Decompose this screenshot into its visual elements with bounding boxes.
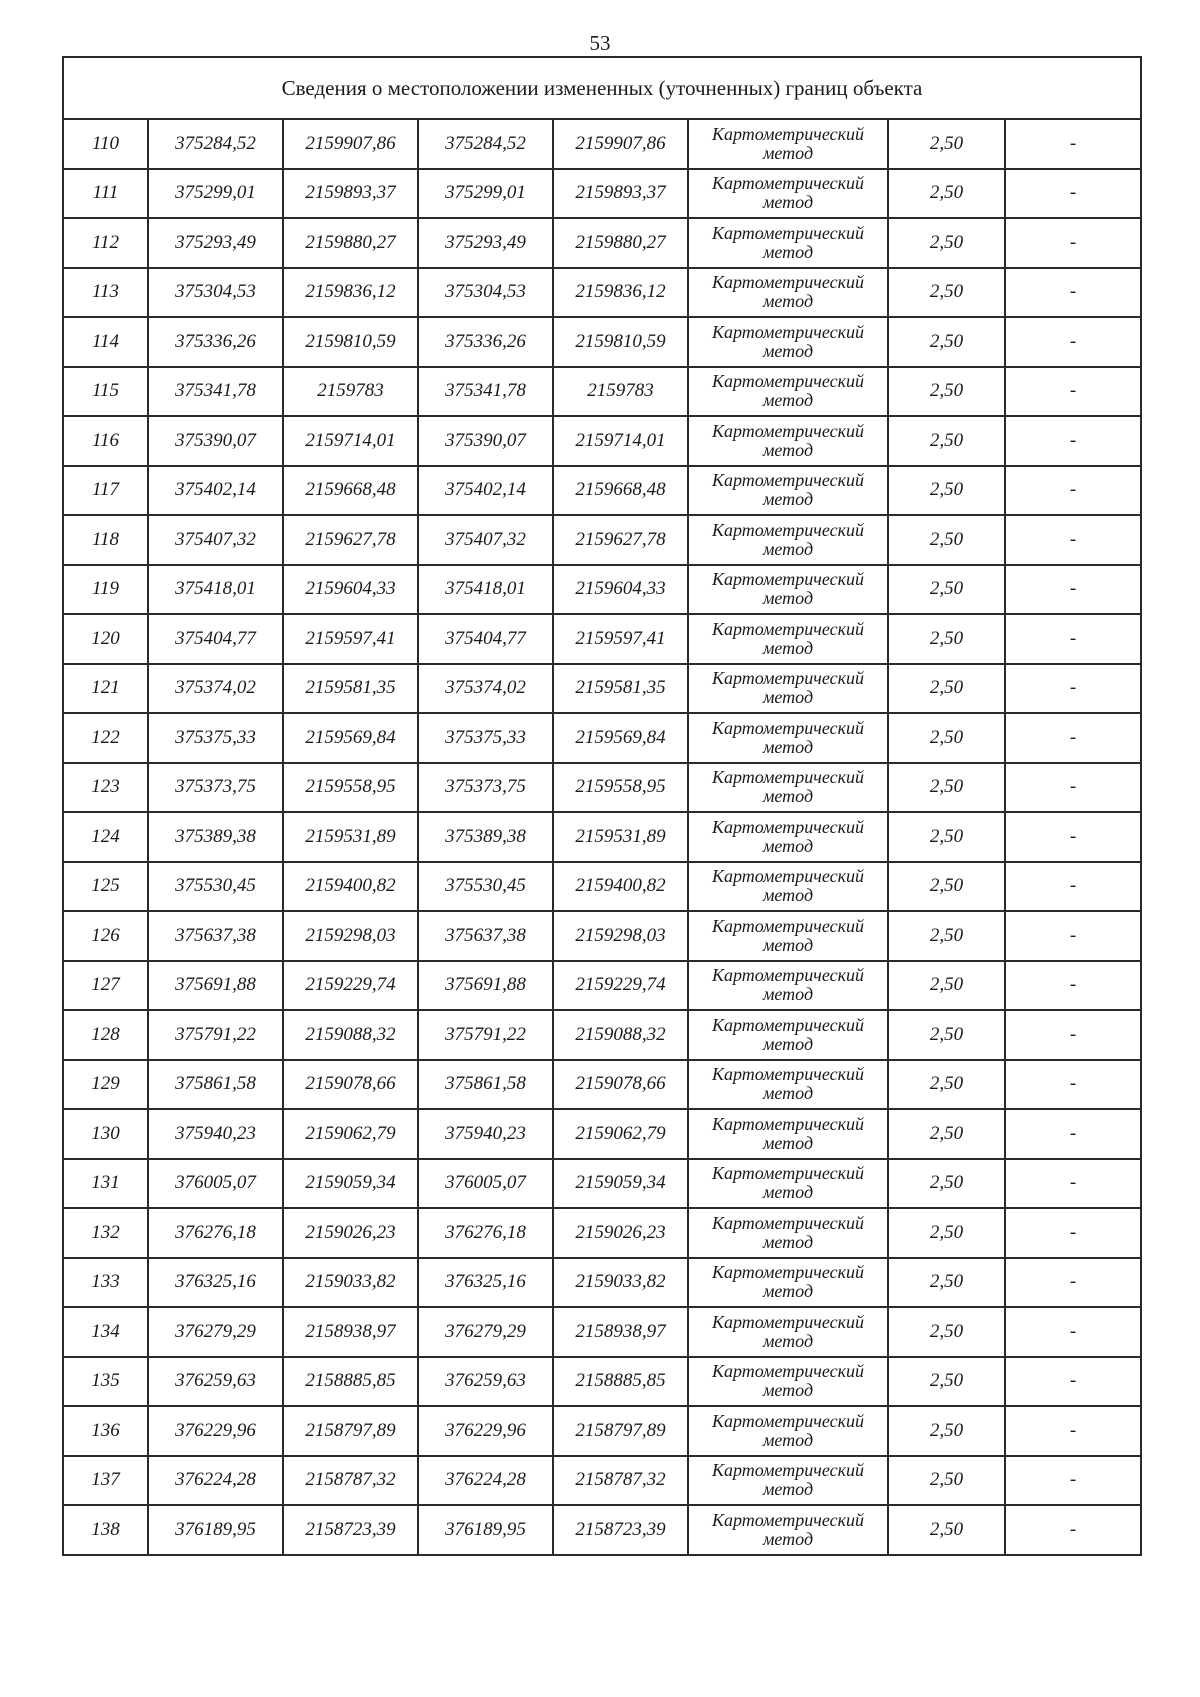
table-row: [63, 119, 1141, 169]
refined-x-cell: 375374,02: [418, 664, 553, 714]
table-row: [63, 1505, 1141, 1555]
point-number-cell: 129: [63, 1060, 148, 1110]
table-row: [63, 515, 1141, 565]
note-cell: -: [1005, 1307, 1141, 1357]
existing-y-cell: 2159062,79: [283, 1109, 418, 1159]
existing-y-cell: 2159229,74: [283, 961, 418, 1011]
existing-x-cell: 375374,02: [148, 664, 283, 714]
refined-y-cell: 2159033,82: [553, 1258, 688, 1308]
table-row: [63, 565, 1141, 615]
point-number-cell: 131: [63, 1159, 148, 1209]
point-number-cell: 137: [63, 1456, 148, 1506]
note-cell: -: [1005, 1258, 1141, 1308]
table-row: [63, 1109, 1141, 1159]
refined-y-cell: 2158723,39: [553, 1505, 688, 1555]
table-row: [63, 763, 1141, 813]
existing-x-cell: 376005,07: [148, 1159, 283, 1209]
note-cell: -: [1005, 911, 1141, 961]
existing-x-cell: 376325,16: [148, 1258, 283, 1308]
existing-x-cell: 375336,26: [148, 317, 283, 367]
method-cell: Картометрический метод: [688, 1406, 888, 1456]
accuracy-cell: 2,50: [888, 1456, 1005, 1506]
point-number-cell: 135: [63, 1357, 148, 1407]
existing-x-cell: 375791,22: [148, 1010, 283, 1060]
note-cell: -: [1005, 713, 1141, 763]
point-number-cell: 138: [63, 1505, 148, 1555]
method-cell: Картометрический метод: [688, 317, 888, 367]
existing-x-cell: 376259,63: [148, 1357, 283, 1407]
refined-x-cell: 375304,53: [418, 268, 553, 318]
refined-y-cell: 2159668,48: [553, 466, 688, 516]
existing-x-cell: 375530,45: [148, 862, 283, 912]
existing-y-cell: 2159558,95: [283, 763, 418, 813]
table-row: [63, 1010, 1141, 1060]
table-body: [63, 119, 1141, 1555]
note-cell: -: [1005, 1357, 1141, 1407]
refined-y-cell: 2158797,89: [553, 1406, 688, 1456]
accuracy-cell: 2,50: [888, 812, 1005, 862]
point-number-cell: 112: [63, 218, 148, 268]
refined-x-cell: 375530,45: [418, 862, 553, 912]
note-cell: -: [1005, 317, 1141, 367]
existing-y-cell: 2159714,01: [283, 416, 418, 466]
method-cell: Картометрический метод: [688, 565, 888, 615]
table-row: [63, 1159, 1141, 1209]
existing-x-cell: 375861,58: [148, 1060, 283, 1110]
method-cell: Картометрический метод: [688, 1357, 888, 1407]
accuracy-cell: 2,50: [888, 1406, 1005, 1456]
existing-x-cell: 375375,33: [148, 713, 283, 763]
existing-y-cell: 2159298,03: [283, 911, 418, 961]
note-cell: -: [1005, 862, 1141, 912]
existing-x-cell: 375373,75: [148, 763, 283, 813]
existing-y-cell: 2159581,35: [283, 664, 418, 714]
refined-y-cell: 2159059,34: [553, 1159, 688, 1209]
note-cell: -: [1005, 119, 1141, 169]
existing-y-cell: 2159627,78: [283, 515, 418, 565]
method-cell: Картометрический метод: [688, 416, 888, 466]
point-number-cell: 136: [63, 1406, 148, 1456]
refined-y-cell: 2159597,41: [553, 614, 688, 664]
method-cell: Картометрический метод: [688, 614, 888, 664]
existing-x-cell: 375407,32: [148, 515, 283, 565]
table-row: [63, 1307, 1141, 1357]
refined-x-cell: 376276,18: [418, 1208, 553, 1258]
method-cell: Картометрический метод: [688, 466, 888, 516]
refined-x-cell: 376224,28: [418, 1456, 553, 1506]
table-row: [63, 812, 1141, 862]
table-row: [63, 218, 1141, 268]
refined-x-cell: 375940,23: [418, 1109, 553, 1159]
point-number-cell: 121: [63, 664, 148, 714]
refined-y-cell: 2159627,78: [553, 515, 688, 565]
accuracy-cell: 2,50: [888, 416, 1005, 466]
refined-x-cell: 376279,29: [418, 1307, 553, 1357]
existing-y-cell: 2159597,41: [283, 614, 418, 664]
method-cell: Картометрический метод: [688, 1307, 888, 1357]
method-cell: Картометрический метод: [688, 367, 888, 417]
refined-y-cell: 2159880,27: [553, 218, 688, 268]
accuracy-cell: 2,50: [888, 961, 1005, 1011]
existing-x-cell: 375418,01: [148, 565, 283, 615]
refined-x-cell: 375402,14: [418, 466, 553, 516]
point-number-cell: 133: [63, 1258, 148, 1308]
note-cell: -: [1005, 1010, 1141, 1060]
table-row: [63, 169, 1141, 219]
accuracy-cell: 2,50: [888, 911, 1005, 961]
refined-x-cell: 375293,49: [418, 218, 553, 268]
note-cell: -: [1005, 1505, 1141, 1555]
existing-x-cell: 376276,18: [148, 1208, 283, 1258]
refined-x-cell: 375404,77: [418, 614, 553, 664]
method-cell: Картометрический метод: [688, 119, 888, 169]
method-cell: Картометрический метод: [688, 713, 888, 763]
note-cell: -: [1005, 1456, 1141, 1506]
refined-x-cell: 376325,16: [418, 1258, 553, 1308]
existing-y-cell: 2159033,82: [283, 1258, 418, 1308]
refined-y-cell: 2159229,74: [553, 961, 688, 1011]
point-number-cell: 111: [63, 169, 148, 219]
note-cell: -: [1005, 565, 1141, 615]
existing-y-cell: 2159907,86: [283, 119, 418, 169]
table-row: [63, 1357, 1141, 1407]
point-number-cell: 128: [63, 1010, 148, 1060]
accuracy-cell: 2,50: [888, 1109, 1005, 1159]
accuracy-cell: 2,50: [888, 169, 1005, 219]
existing-y-cell: 2159783: [283, 367, 418, 417]
point-number-cell: 114: [63, 317, 148, 367]
refined-x-cell: 375390,07: [418, 416, 553, 466]
note-cell: -: [1005, 1060, 1141, 1110]
refined-y-cell: 2159604,33: [553, 565, 688, 615]
note-cell: -: [1005, 367, 1141, 417]
refined-y-cell: 2159558,95: [553, 763, 688, 813]
method-cell: Картометрический метод: [688, 1010, 888, 1060]
existing-y-cell: 2159836,12: [283, 268, 418, 318]
existing-x-cell: 375293,49: [148, 218, 283, 268]
refined-y-cell: 2159581,35: [553, 664, 688, 714]
refined-x-cell: 375407,32: [418, 515, 553, 565]
existing-x-cell: 376229,96: [148, 1406, 283, 1456]
refined-x-cell: 376189,95: [418, 1505, 553, 1555]
point-number-cell: 130: [63, 1109, 148, 1159]
existing-x-cell: 375402,14: [148, 466, 283, 516]
refined-x-cell: 375637,38: [418, 911, 553, 961]
accuracy-cell: 2,50: [888, 466, 1005, 516]
boundary-coordinates-table: [62, 56, 1142, 1556]
refined-y-cell: 2159298,03: [553, 911, 688, 961]
refined-y-cell: 2159783: [553, 367, 688, 417]
method-cell: Картометрический метод: [688, 961, 888, 1011]
refined-y-cell: 2158938,97: [553, 1307, 688, 1357]
table-row: [63, 466, 1141, 516]
refined-y-cell: 2158787,32: [553, 1456, 688, 1506]
method-cell: Картометрический метод: [688, 218, 888, 268]
accuracy-cell: 2,50: [888, 664, 1005, 714]
refined-y-cell: 2159893,37: [553, 169, 688, 219]
accuracy-cell: 2,50: [888, 317, 1005, 367]
existing-x-cell: 375341,78: [148, 367, 283, 417]
refined-x-cell: 375341,78: [418, 367, 553, 417]
existing-y-cell: 2158885,85: [283, 1357, 418, 1407]
point-number-cell: 126: [63, 911, 148, 961]
point-number-cell: 134: [63, 1307, 148, 1357]
table-row: [63, 268, 1141, 318]
point-number-cell: 122: [63, 713, 148, 763]
table-row: [63, 1456, 1141, 1506]
refined-x-cell: 375861,58: [418, 1060, 553, 1110]
accuracy-cell: 2,50: [888, 1060, 1005, 1110]
page-number: 53: [589, 31, 611, 55]
refined-x-cell: 375284,52: [418, 119, 553, 169]
accuracy-cell: 2,50: [888, 268, 1005, 318]
note-cell: -: [1005, 466, 1141, 516]
refined-x-cell: 375375,33: [418, 713, 553, 763]
method-cell: Картометрический метод: [688, 1060, 888, 1110]
accuracy-cell: 2,50: [888, 862, 1005, 912]
refined-y-cell: 2159400,82: [553, 862, 688, 912]
point-number-cell: 123: [63, 763, 148, 813]
table-row: [63, 664, 1141, 714]
point-number-cell: 127: [63, 961, 148, 1011]
method-cell: Картометрический метод: [688, 1208, 888, 1258]
refined-x-cell: 375418,01: [418, 565, 553, 615]
refined-x-cell: 376259,63: [418, 1357, 553, 1407]
existing-y-cell: 2159569,84: [283, 713, 418, 763]
point-number-cell: 116: [63, 416, 148, 466]
table-title: Сведения о местоположении измененных (уточненных) границ объекта: [63, 57, 1141, 119]
note-cell: -: [1005, 1109, 1141, 1159]
point-number-cell: 113: [63, 268, 148, 318]
accuracy-cell: 2,50: [888, 614, 1005, 664]
table-row: [63, 862, 1141, 912]
note-cell: -: [1005, 268, 1141, 318]
note-cell: -: [1005, 614, 1141, 664]
existing-y-cell: 2159893,37: [283, 169, 418, 219]
existing-y-cell: 2158723,39: [283, 1505, 418, 1555]
table-row: [63, 1060, 1141, 1110]
method-cell: Картометрический метод: [688, 812, 888, 862]
refined-y-cell: 2159026,23: [553, 1208, 688, 1258]
accuracy-cell: 2,50: [888, 1505, 1005, 1555]
refined-y-cell: 2159714,01: [553, 416, 688, 466]
existing-y-cell: 2159088,32: [283, 1010, 418, 1060]
accuracy-cell: 2,50: [888, 1208, 1005, 1258]
table-row: [63, 367, 1141, 417]
note-cell: -: [1005, 515, 1141, 565]
existing-y-cell: 2158797,89: [283, 1406, 418, 1456]
note-cell: -: [1005, 1208, 1141, 1258]
existing-y-cell: 2159604,33: [283, 565, 418, 615]
point-number-cell: 117: [63, 466, 148, 516]
refined-x-cell: 375691,88: [418, 961, 553, 1011]
refined-y-cell: 2159907,86: [553, 119, 688, 169]
accuracy-cell: 2,50: [888, 565, 1005, 615]
refined-x-cell: 376005,07: [418, 1159, 553, 1209]
accuracy-cell: 2,50: [888, 1258, 1005, 1308]
note-cell: -: [1005, 961, 1141, 1011]
refined-y-cell: 2159062,79: [553, 1109, 688, 1159]
note-cell: -: [1005, 169, 1141, 219]
note-cell: -: [1005, 218, 1141, 268]
method-cell: Картометрический метод: [688, 911, 888, 961]
accuracy-cell: 2,50: [888, 763, 1005, 813]
refined-x-cell: 375791,22: [418, 1010, 553, 1060]
refined-x-cell: 376229,96: [418, 1406, 553, 1456]
note-cell: -: [1005, 416, 1141, 466]
accuracy-cell: 2,50: [888, 1159, 1005, 1209]
note-cell: -: [1005, 812, 1141, 862]
accuracy-cell: 2,50: [888, 1010, 1005, 1060]
method-cell: Картометрический метод: [688, 664, 888, 714]
point-number-cell: 120: [63, 614, 148, 664]
method-cell: Картометрический метод: [688, 1159, 888, 1209]
accuracy-cell: 2,50: [888, 1307, 1005, 1357]
existing-x-cell: 376224,28: [148, 1456, 283, 1506]
method-cell: Картометрический метод: [688, 169, 888, 219]
existing-y-cell: 2159400,82: [283, 862, 418, 912]
refined-y-cell: 2159569,84: [553, 713, 688, 763]
method-cell: Картометрический метод: [688, 862, 888, 912]
existing-y-cell: 2159026,23: [283, 1208, 418, 1258]
refined-x-cell: 375389,38: [418, 812, 553, 862]
refined-y-cell: 2159088,32: [553, 1010, 688, 1060]
existing-y-cell: 2159059,34: [283, 1159, 418, 1209]
existing-x-cell: 375299,01: [148, 169, 283, 219]
point-number-cell: 124: [63, 812, 148, 862]
accuracy-cell: 2,50: [888, 218, 1005, 268]
accuracy-cell: 2,50: [888, 713, 1005, 763]
table-row: [63, 713, 1141, 763]
refined-y-cell: 2159836,12: [553, 268, 688, 318]
refined-y-cell: 2159810,59: [553, 317, 688, 367]
point-number-cell: 125: [63, 862, 148, 912]
accuracy-cell: 2,50: [888, 367, 1005, 417]
table-row: [63, 614, 1141, 664]
existing-x-cell: 376279,29: [148, 1307, 283, 1357]
existing-x-cell: 375691,88: [148, 961, 283, 1011]
table-row: [63, 1258, 1141, 1308]
existing-y-cell: 2159078,66: [283, 1060, 418, 1110]
table-row: [63, 416, 1141, 466]
existing-x-cell: 375404,77: [148, 614, 283, 664]
method-cell: Картометрический метод: [688, 763, 888, 813]
point-number-cell: 110: [63, 119, 148, 169]
table-row: [63, 1208, 1141, 1258]
refined-y-cell: 2158885,85: [553, 1357, 688, 1407]
point-number-cell: 115: [63, 367, 148, 417]
method-cell: Картометрический метод: [688, 1258, 888, 1308]
refined-x-cell: 375336,26: [418, 317, 553, 367]
note-cell: -: [1005, 1159, 1141, 1209]
existing-x-cell: 375637,38: [148, 911, 283, 961]
existing-y-cell: 2159531,89: [283, 812, 418, 862]
refined-y-cell: 2159531,89: [553, 812, 688, 862]
refined-x-cell: 375373,75: [418, 763, 553, 813]
refined-y-cell: 2159078,66: [553, 1060, 688, 1110]
table-title-row: [63, 57, 1141, 119]
existing-x-cell: 376189,95: [148, 1505, 283, 1555]
existing-x-cell: 375304,53: [148, 268, 283, 318]
existing-x-cell: 375284,52: [148, 119, 283, 169]
point-number-cell: 118: [63, 515, 148, 565]
method-cell: Картометрический метод: [688, 1456, 888, 1506]
accuracy-cell: 2,50: [888, 1357, 1005, 1407]
point-number-cell: 132: [63, 1208, 148, 1258]
accuracy-cell: 2,50: [888, 515, 1005, 565]
existing-x-cell: 375389,38: [148, 812, 283, 862]
existing-y-cell: 2159810,59: [283, 317, 418, 367]
note-cell: -: [1005, 1406, 1141, 1456]
note-cell: -: [1005, 664, 1141, 714]
existing-y-cell: 2159668,48: [283, 466, 418, 516]
existing-y-cell: 2158787,32: [283, 1456, 418, 1506]
table-row: [63, 317, 1141, 367]
existing-x-cell: 375940,23: [148, 1109, 283, 1159]
existing-y-cell: 2159880,27: [283, 218, 418, 268]
existing-x-cell: 375390,07: [148, 416, 283, 466]
refined-x-cell: 375299,01: [418, 169, 553, 219]
accuracy-cell: 2,50: [888, 119, 1005, 169]
table-row: [63, 1406, 1141, 1456]
method-cell: Картометрический метод: [688, 515, 888, 565]
method-cell: Картометрический метод: [688, 1109, 888, 1159]
note-cell: -: [1005, 763, 1141, 813]
point-number-cell: 119: [63, 565, 148, 615]
table-row: [63, 961, 1141, 1011]
method-cell: Картометрический метод: [688, 1505, 888, 1555]
table-row: [63, 911, 1141, 961]
existing-y-cell: 2158938,97: [283, 1307, 418, 1357]
method-cell: Картометрический метод: [688, 268, 888, 318]
